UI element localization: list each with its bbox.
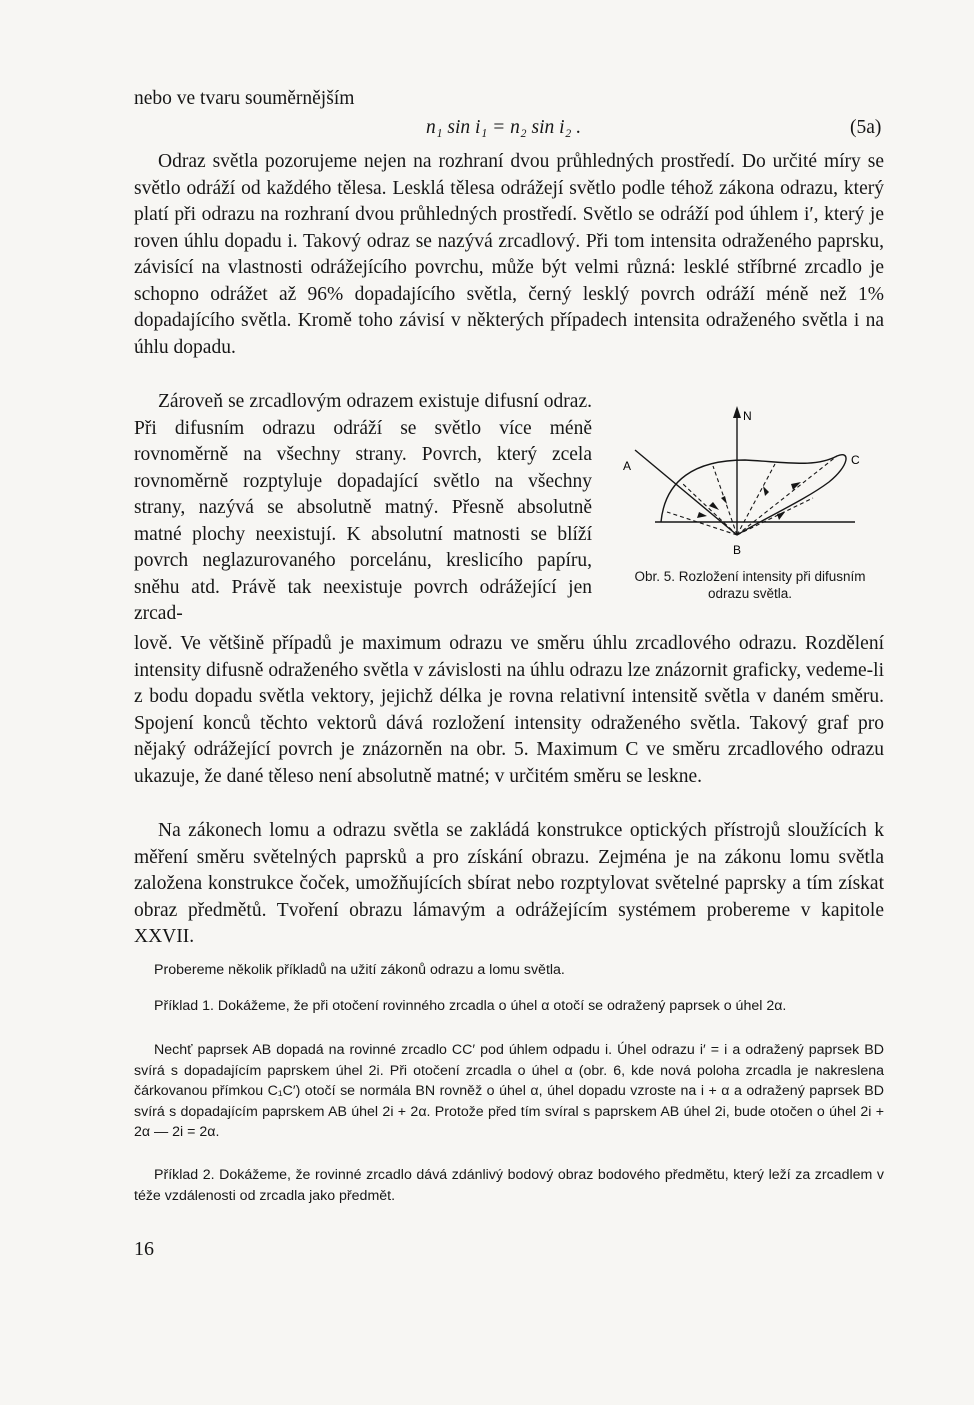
figure-caption: Obr. 5. Rozložení intensity při difusním odrazu světla.	[634, 569, 866, 601]
example-2-title: Příklad 2.	[154, 1167, 215, 1183]
snell-formula: n₁ sin i₁ = n₂ sin i₂ .	[426, 117, 582, 138]
label-n: N	[743, 409, 752, 423]
equation-number: (5a)	[850, 117, 882, 138]
diffuse-reflection-figure	[615, 400, 885, 570]
paragraph-intensity-graph: lově. Ve většině případů je maximum odrazu ve směru úhlu zrcadlového odrazu. Rozdělení intensity difusně odraženého světla v závislosti na úhlu odrazu lze znázornit graficky, vedeme-li z bodu dopadu světla vektory, jejichž délka je rovna relativní intensitě světla v daném směru. Spojení konců těchto vektorů dává rozložení intensity odraženého světla. Takový graf pro nějaký odrážející povrch je znázorněn na obr. 5. Maximum C ve směru zrcadlového odrazu ukazuje, že dané těleso není absolutně matné; v určitém směru se leskne.	[134, 633, 884, 787]
intro-line: nebo ve tvaru souměrnějším	[134, 88, 355, 109]
label-a: A	[623, 459, 632, 473]
example-1	[134, 996, 884, 1017]
example-1-text: Dokážeme, že při otočení rovinného zrcadla o úhel α otočí se odražený paprsek o úhel 2α.	[217, 998, 787, 1014]
page-number: 16	[134, 1238, 154, 1260]
paragraph-optical-instruments: Na zákonech lomu a odrazu světla se zakládá konstrukce optických přístrojů sloužících k měření směru světelných paprsků a pro získání obrazu. Zejména je na zákonu lomu světla založena konstrukce čoček, umožňujících sbírat nebo rozptylovat světelné paprsky a tím získat obraz předmětů. Tvoření obrazu lámavým a odrážejícím systémem probereme v kapitole XXVII.	[134, 820, 884, 947]
example-2-text: Dokážeme, že rovinné zrcadlo dává zdánlivý bodový obraz bodového předmětu, který leží za zrcadlem v téže vzdálenosti od zrcadla jako předmět.	[134, 1167, 884, 1204]
examples-intro: Probereme několik příkladů na užití zákonů odrazu a lomu světla.	[154, 962, 565, 978]
label-b: B	[733, 543, 742, 557]
example-1-title: Příklad 1.	[154, 998, 214, 1014]
normal-arrow-icon	[733, 406, 741, 418]
example-2	[134, 1165, 884, 1206]
paragraph-diffuse-reflection: Zároveň se zrcadlovým odrazem existuje difusní odraz. Při difusním odrazu odráží se světlo více méně rovnoměrně na všechny strany. Povrch, který zcela rovnoměrně rozptyluje dopadající světlo na všechny strany, nazývá se absolutně matný. Přesně absolutně matné plochy neexistují. K absolutní matnosti se blíží povrch neglazurovaného porcelánu, kreslicího papíru, sněhu atd. Právě tak neexistuje povrch odrážející jen zrcad-	[134, 391, 592, 624]
label-c: C	[851, 453, 860, 467]
paragraph-specular-reflection: Odraz světla pozorujeme nejen na rozhraní dvou průhledných prostředí. Do určité míry se světlo odráží od každého tělesa. Lesklá tělesa odrážejí světlo podle téhož zákona odrazu, který platí při odrazu na rozhraní dvou průhledných prostředí. Světlo se odráží pod úhlem i′, který je roven úhlu dopadu i. Takový odraz se nazývá zrcadlový. Při tom intensita odraženého paprsku, závisící na vlastnosti odrážejícího povrchu, může být velmi různá: lesklé stříbrné zrcadlo je schopno odrážet až 96% dopadajícího světla, černý lesklý povrch odráží méně než 1% dopadajícího světla. Kromě toho závisí v některých případech intensita odraženého světla i na úhlu dopadu.	[134, 151, 884, 358]
example-1-solution: Nechť paprsek AB dopadá na rovinné zrcadlo CC′ pod úhlem odpadu i. Úhel odrazu i′ = i a odražený paprsek BD svírá s dopadajícím paprskem úhel 2i. Při otočení zrcadla o úhel α (obr. 6, kde nová poloha zrcadla je nakreslena čárkovanou přímkou C₁C′) otočí se normála BN rovněž o úhel α, úhel dopadu vzroste na i + α a odražený paprsek BD svírá s dopadajícím paprskem AB úhel 2i + 2α. Protože před tím svíral s paprskem AB úhel 2i, bude otočen o úhel 2i + 2α — 2i = 2α.	[134, 1042, 884, 1140]
